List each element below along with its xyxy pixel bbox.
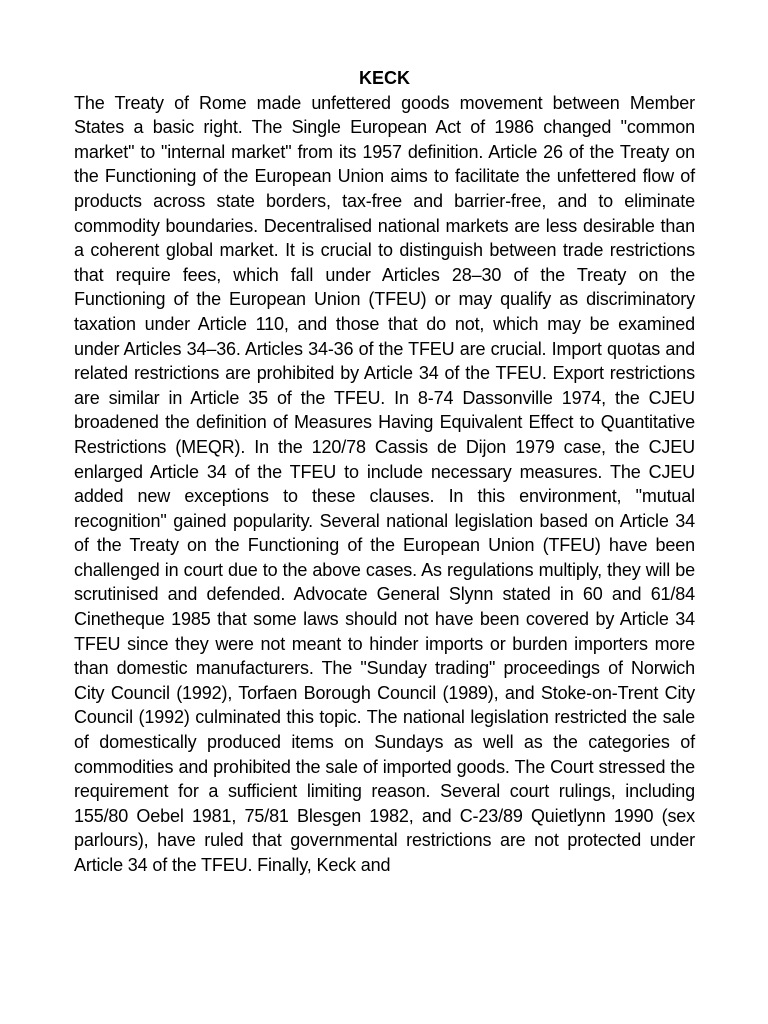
document-page — [74, 66, 695, 878]
document-body-paragraph: The Treaty of Rome made unfettered goods movement between Member States a basic right. The Single European Act of 1986 changed "common market" to "internal market" from its 1957 definition. Article 26 of the Treaty on the Functioning of the European Union aims to facilitate the unfettered flow of products across state borders, tax-free and barrier-free, and to eliminate commodity boundaries. Decentralised national markets are less desirable than a coherent global market. It is crucial to distinguish between trade restrictions that require fees, which fall under Articles 28–30 of the Treaty on the Functioning of the European Union (TFEU) or may qualify as discriminatory taxation under Article 110, and those that do not, which may be examined under Articles 34–36. Articles 34-36 of the TFEU are crucial. Import quotas and related restrictions are prohibited by Article 34 of the TFEU. Export restrictions are similar in Article 35 of the TFEU. In 8-74 Dassonville 1974, the CJEU broadened the definition of Measures Having Equivalent Effect to Quantitative Restrictions (MEQR). In the 120/78 Cassis de Dijon 1979 case, the CJEU enlarged Article 34 of the TFEU to include necessary measures. The CJEU added new exceptions to these clauses. In this environment, "mutual recognition" gained popularity. Several national legislation based on Article 34 of the Treaty on the Functioning of the European Union (TFEU) have been challenged in court due to the above cases. As regulations multiply, they will be scrutinised and defended. Advocate General Slynn stated in 60 and 61/84 Cinetheque 1985 that some laws should not have been covered by Article 34 TFEU since they were not meant to hinder imports or burden importers more than domestic manufacturers. The "Sunday trading" proceedings of Norwich City Council (1992), Torfaen Borough Council (1989), and Stoke-on-Trent City Council (1992) culminated this topic. The national legislation restricted the sale of domestically produced items on Sundays as well as the categories of commodities and prohibited the sale of imported goods. The Court stressed the requirement for a sufficient limiting reason. Several court rulings, including 155/80 Oebel 1981, 75/81 Blesgen 1982, and C-23/89 Quietlynn 1990 (sex parlours), have ruled that governmental restrictions are not protected under Article 34 of the TFEU. Finally, Keck and — [74, 92, 695, 875]
document-title: KECK — [358, 68, 410, 88]
